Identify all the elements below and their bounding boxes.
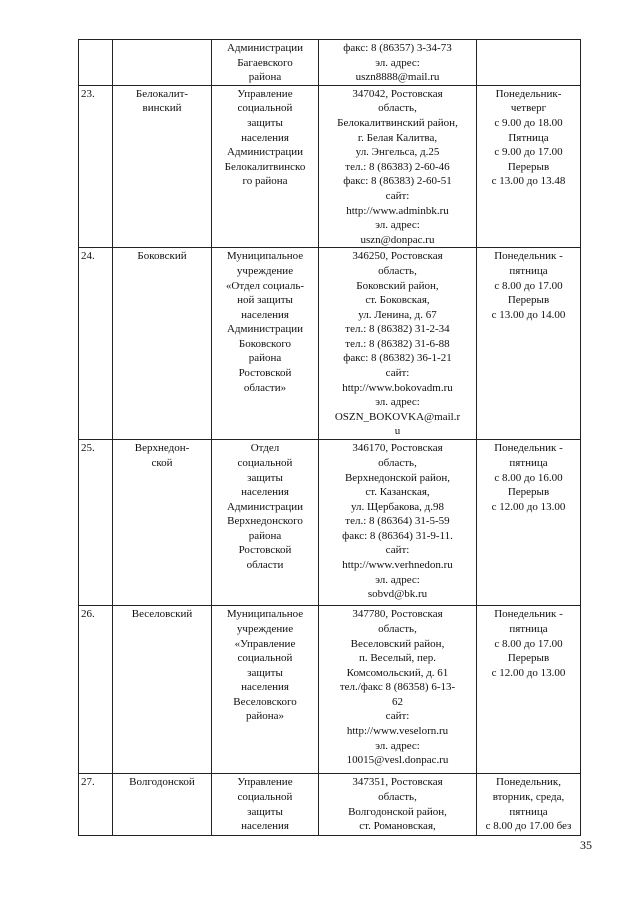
cell-district [113,40,212,86]
hours-line: с 8.00 до 16.00 [494,471,563,484]
contacts-line: область, [378,790,417,803]
hours-line: четверг [510,102,547,115]
hours-line: пятница [509,622,548,635]
cell-hours [477,774,581,836]
hours-line: с 8.00 до 17.00 без [485,820,572,833]
contacts-line: uszn@donpac.ru [360,233,435,246]
cell-org [212,606,319,774]
org-line: населения [241,308,289,321]
contacts-line: сайт: [385,710,410,723]
org-line: Белокалитвинско [224,160,306,173]
contacts-line: факс: 8 (86383) 2-60-51 [343,175,452,188]
hours-line: Понедельник - [494,442,563,455]
contacts-line: 347351, Ростовская [352,776,443,789]
contacts-line: эл. адрес: [375,573,420,586]
contacts-line: сайт: [385,189,410,202]
org-line: района [248,71,282,84]
hours-line: с 12.00 до 13.00 [491,666,566,679]
cell-org [212,774,319,836]
contacts-line: 10015@vesl.donpac.ru [346,754,449,767]
cell-district [113,248,212,440]
contacts-line: область, [378,622,417,635]
org-line: ной защиты [237,294,293,307]
org-line: населения [241,820,289,833]
hours-line: пятница [509,456,548,469]
org-line: Отдел [250,442,280,455]
contacts-line: сайт: [385,367,410,380]
contacts-line: ст. Казанская, [365,486,430,499]
page-number: 35 [580,838,592,852]
contacts-line: uszn8888@mail.ru [355,71,440,84]
hours-line: вторник, среда, [492,790,565,803]
contacts-line: эл. адрес: [375,56,420,69]
org-line: населения [241,486,289,499]
hours-line: с 9.00 до 17.00 [494,146,563,159]
row-number [79,40,113,86]
contacts-line: http://www.veselorn.ru [346,725,449,738]
cell-district [113,606,212,774]
cell-contacts [319,606,477,774]
org-line: Управление [237,776,293,789]
contacts-line: Верхнедонской район, [344,471,451,484]
contacts-line: факс: 8 (86357) 3-34-73 [343,42,452,54]
row-number: 27. [79,774,113,836]
contacts-line: 347780, Ростовская [352,608,443,621]
hours-line: Перерыв [507,294,550,307]
contacts-line: 62 [392,695,403,708]
contacts-line: http://www.adminbk.ru [346,204,449,217]
hours-line: с 13.00 до 14.00 [491,308,566,321]
contacts-line: 347042, Ростовская [352,87,443,100]
org-line: социальной [237,102,293,115]
contacts-line: http://www.verhnedon.ru [342,559,453,572]
hours-line: с 9.00 до 18.00 [494,116,563,129]
org-line: Администрации [226,500,304,513]
hours-line: Понедельник - [494,608,563,621]
contacts-line: эл. адрес: [375,739,420,752]
contacts-line: г. Белая Калитва, [357,131,438,144]
contacts-line: http://www.bokovadm.ru [342,381,453,394]
contacts-line: тел.: 8 (86382) 31-2-34 [345,323,450,336]
contacts-line: 346170, Ростовская [352,442,443,455]
org-line: го района [242,175,288,188]
org-line: Боковского [238,337,292,350]
table-row [79,40,581,86]
contacts-line: ул. Щербакова, д.98 [350,500,445,513]
contacts-line: Белокалитвинский район, [337,116,458,129]
contacts-line: сайт: [385,544,410,557]
org-line: «Отдел социаль- [225,279,305,292]
row-number: 23. [79,85,113,248]
org-line: социальной [237,456,293,469]
cell-org [212,85,319,248]
org-line: области» [243,381,287,394]
org-line: Верхнедонского [227,515,303,528]
hours-line: пятница [509,264,548,277]
contacts-line: эл. адрес: [375,396,420,409]
table-row [79,606,581,774]
contacts-line: ст. Боковская, [365,294,430,307]
cell-contacts [319,40,477,86]
table-body [79,40,581,836]
table-row [79,85,581,248]
org-line: Багаевского [237,56,293,69]
contacts-line: факс: 8 (86382) 36-1-21 [343,352,452,365]
contacts-line: эл. адрес: [375,219,420,232]
org-line: населения [241,681,289,694]
contacts-line: ул. Энгельса, д.25 [355,146,440,159]
org-line: Муниципальное [226,250,304,263]
cell-contacts [319,774,477,836]
contacts-line: область, [378,456,417,469]
contacts-line: ул. Ленина, д. 67 [358,308,437,321]
contacts-line: область, [378,264,417,277]
hours-line: Понедельник, [496,776,561,789]
org-line: социальной [237,652,293,665]
table-row [79,774,581,836]
cell-hours [477,606,581,774]
contacts-line: 346250, Ростовская [352,250,443,263]
contacts-line: Волгодонской район, [348,805,447,818]
hours-line: с 8.00 до 17.00 [494,279,563,292]
row-number: 26. [79,606,113,774]
hours-line: Перерыв [507,160,550,173]
cell-org [212,248,319,440]
org-line: защиты [247,116,283,129]
org-line: «Управление [234,637,296,650]
district-line: Верхнедон- [134,442,190,455]
district-line: винский [142,102,182,115]
contacts-line: Боковский район, [356,279,439,292]
org-line: области [246,559,284,572]
cell-hours [477,85,581,248]
cell-contacts [319,248,477,440]
org-line: Администрации [226,323,304,336]
services-table [78,39,581,836]
table-row [79,440,581,606]
org-line: учреждение [236,264,294,277]
org-line: Администрации [226,42,304,54]
cell-hours [477,40,581,86]
cell-contacts [319,440,477,606]
row-number: 24. [79,248,113,440]
cell-district [113,85,212,248]
hours-line: Понедельник - [494,250,563,263]
district-line: Боковский [137,250,187,263]
hours-line: с 8.00 до 17.00 [494,637,563,650]
contacts-line: тел.: 8 (86364) 31-5-59 [345,515,450,528]
hours-line: с 12.00 до 13.00 [491,500,566,513]
hours-line: Перерыв [507,486,550,499]
org-line: Веселовского [233,695,297,708]
org-line: защиты [247,471,283,484]
hours-line: Пятница [508,131,549,144]
cell-org [212,440,319,606]
org-line: защиты [247,666,283,679]
contacts-line: sobvd@bk.ru [367,588,428,601]
org-line: Управление [237,87,293,100]
row-number: 25. [79,440,113,606]
cell-contacts [319,85,477,248]
org-line: защиты [247,805,283,818]
hours-line: Перерыв [507,652,550,665]
org-line: района» [245,710,285,723]
org-line: Администрации [226,146,304,159]
contacts-line: п. Веселый, пер. [358,652,437,665]
hours-line: Понедельник- [495,87,562,100]
district-line: Волгодонской [129,776,195,789]
district-line: ской [151,456,173,469]
org-line: Ростовской [238,544,292,557]
org-line: Ростовской [238,367,292,380]
district-line: Веселовский [131,608,193,621]
contacts-line: тел.: 8 (86382) 31-6-88 [345,337,450,350]
contacts-line: факс: 8 (86364) 31-9-11. [342,529,453,542]
hours-line: пятница [509,805,548,818]
cell-hours [477,248,581,440]
cell-hours [477,440,581,606]
org-line: района [248,529,282,542]
contacts-line: Комсомольский, д. 61 [346,666,449,679]
hours-line: с 13.00 до 13.48 [491,175,566,188]
org-line: социальной [237,790,293,803]
contacts-line: Веселовский район, [350,637,445,650]
cell-district [113,440,212,606]
contacts-line: тел.: 8 (86383) 2-60-46 [345,160,450,173]
contacts-line: область, [378,102,417,115]
cell-district [113,774,212,836]
cell-org [212,40,319,86]
contacts-line: OSZN_BOKOVKA@mail.r [334,410,461,423]
org-line: района [248,352,282,365]
table-row [79,248,581,440]
contacts-line: ст. Романовская, [359,820,436,833]
org-line: учреждение [236,622,294,635]
org-line: Муниципальное [226,608,304,621]
contacts-line: u [394,425,401,438]
district-line: Белокалит- [135,87,189,100]
org-line: населения [241,131,289,144]
contacts-line: тел./факс 8 (86358) 6-13- [339,681,456,694]
